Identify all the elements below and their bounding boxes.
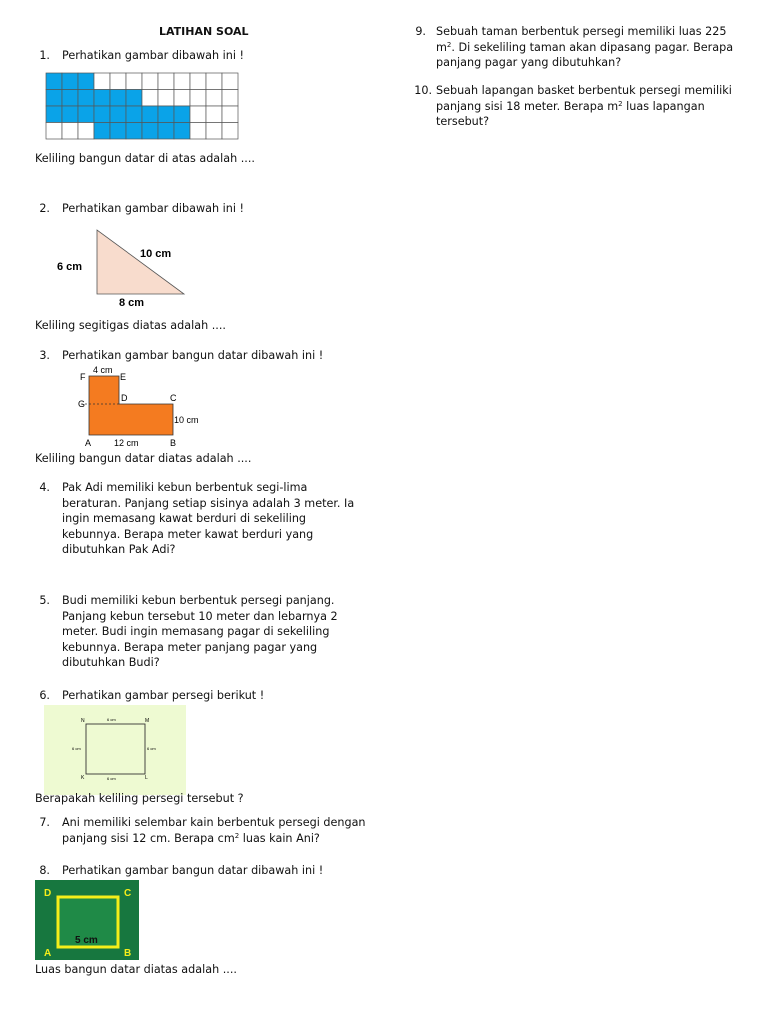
vertex-label-f: F	[80, 372, 86, 382]
grid-cell-filled	[126, 90, 142, 107]
grid-cell	[94, 73, 110, 90]
square-nmlk-figure	[44, 705, 186, 795]
vertex-label-m: M	[145, 718, 150, 724]
question-text: Perhatikan gambar bangun datar dibawah ini !	[62, 864, 324, 877]
grid-cell	[126, 73, 142, 90]
dimension-label-top: 4 cm	[93, 365, 113, 375]
grid-cell-filled	[78, 90, 94, 107]
vertex-label-d: D	[44, 888, 52, 899]
grid-cell	[158, 73, 174, 90]
question-text: Perhatikan gambar dibawah ini !	[62, 202, 244, 215]
grid-cell	[142, 73, 158, 90]
grid-cell	[190, 73, 206, 90]
question-number: 3.	[39, 349, 50, 362]
vertex-label-d: D	[121, 393, 128, 403]
grid-cell-filled	[46, 90, 62, 107]
l-shape-figure	[76, 363, 212, 451]
square-abcd-figure	[35, 880, 139, 960]
grid-cell-filled	[110, 106, 126, 123]
triangle-label-base: 8 cm	[119, 297, 145, 309]
grid-cell	[222, 123, 238, 140]
grid-cell	[206, 123, 222, 140]
vertex-label-k: K	[81, 775, 85, 781]
vertex-label-a: A	[44, 948, 52, 959]
dimension-label-bottom: 12 cm	[114, 438, 139, 448]
grid-cell	[222, 73, 238, 90]
vertex-label-a: A	[85, 438, 92, 448]
grid-cell-filled	[78, 73, 94, 90]
grid-cell-filled	[126, 123, 142, 140]
grid-cell-filled	[94, 106, 110, 123]
grid-cell-filled	[110, 123, 126, 140]
grid-cell-filled	[142, 106, 158, 123]
question-text: Budi memiliki kebun berbentuk persegi panjang. Panjang kebun tersebut 10 meter dan lebarnya 2 meter. Budi ingin memasang pagar di sekeliling kebunnya. Berapa meter panjang pagar yang dibutuhkan Budi?	[62, 594, 338, 670]
page-title: LATIHAN SOAL	[159, 25, 249, 38]
triangle-label-height: 6 cm	[57, 261, 83, 273]
vertex-label-e: E	[120, 372, 127, 382]
grid-cell-filled	[174, 106, 190, 123]
question-text: Sebuah lapangan basket berbentuk persegi memiliki panjang sisi 18 meter. Berapa $m^2$ luas lapangan tersebut?	[436, 84, 732, 129]
side-length-label: 5 cm	[75, 935, 98, 946]
grid-cell-filled	[174, 123, 190, 140]
grid-cell	[190, 90, 206, 107]
grid-cell	[142, 90, 158, 107]
question-number: 6.	[39, 689, 50, 702]
question-number: 4.	[39, 481, 50, 494]
vertex-label-g: G	[78, 399, 86, 409]
grid-cell	[190, 106, 206, 123]
grid-cell	[190, 123, 206, 140]
question-prompt: Keliling segitigas diatas adalah ....	[35, 319, 226, 332]
grid-cell-filled	[46, 73, 62, 90]
grid-cell	[206, 90, 222, 107]
question-number: 9.	[415, 25, 426, 38]
question-text: Sebuah taman berbentuk persegi memiliki luas 225 $m^2$. Di sekeliling taman akan dipasang pagar. Berapa panjang pagar yang dibutuhkan?	[436, 25, 734, 70]
grid-cell	[110, 73, 126, 90]
vertex-label-n: N	[81, 718, 85, 724]
question-number: 1.	[39, 49, 50, 62]
question-number: 8.	[39, 864, 50, 877]
grid-cell	[206, 106, 222, 123]
triangle-label-hypotenuse: 10 cm	[140, 248, 172, 260]
vertex-label-c: C	[124, 888, 132, 899]
grid-cell-filled	[94, 123, 110, 140]
vertex-label-l: L	[145, 775, 148, 781]
side-label-top: 6 cm	[107, 717, 116, 722]
grid-cell-filled	[94, 90, 110, 107]
grid-cell	[206, 73, 222, 90]
question-text: Perhatikan gambar dibawah ini !	[62, 49, 244, 62]
grid-cell-filled	[110, 90, 126, 107]
question-prompt: Keliling bangun datar di atas adalah ....	[35, 152, 255, 165]
question-number: 7.	[39, 816, 50, 829]
question-text: Perhatikan gambar bangun datar dibawah ini !	[62, 349, 324, 362]
vertex-label-b: B	[124, 948, 132, 959]
grid-cell-filled	[62, 73, 78, 90]
grid-cell-filled	[158, 123, 174, 140]
question-prompt: Keliling bangun datar diatas adalah ....	[35, 452, 252, 465]
grid-cell-filled	[62, 90, 78, 107]
question-number: 2.	[39, 202, 50, 215]
dimension-label-right: 10 cm	[174, 415, 199, 425]
l-shape	[89, 376, 173, 435]
grid-cell-filled	[62, 106, 78, 123]
question-prompt: Berapakah keliling persegi tersebut ?	[35, 792, 244, 805]
grid-cell-filled	[78, 106, 94, 123]
side-label-left: 6 cm	[72, 746, 81, 751]
grid-cell	[174, 90, 190, 107]
grid-cell	[62, 123, 78, 140]
grid-cell-filled	[158, 106, 174, 123]
grid-cell	[222, 106, 238, 123]
side-label-bottom: 6 cm	[107, 776, 116, 781]
right-triangle-figure	[55, 224, 195, 314]
grid-cell	[174, 73, 190, 90]
question-text: Perhatikan gambar persegi berikut !	[62, 689, 265, 702]
grid-cell	[158, 90, 174, 107]
grid-cell-filled	[126, 106, 142, 123]
vertex-label-b: B	[170, 438, 177, 448]
grid-cell	[46, 123, 62, 140]
question-number: 10.	[414, 84, 432, 97]
grid-cell	[222, 90, 238, 107]
vertex-label-c: C	[170, 393, 177, 403]
question-text: Ani memiliki selembar kain berbentuk persegi dengan panjang sisi 12 cm. Berapa $cm^2$ luas kain Ani?	[62, 816, 366, 845]
grid-cell-filled	[46, 106, 62, 123]
triangle-shape	[97, 230, 184, 294]
question-prompt: Luas bangun datar diatas adalah ....	[35, 963, 237, 976]
side-label-right: 6 cm	[147, 746, 156, 751]
grid-cell	[78, 123, 94, 140]
square-grid-figure	[45, 72, 239, 144]
question-number: 5.	[39, 594, 50, 607]
grid-cell-filled	[142, 123, 158, 140]
question-text: Pak Adi memiliki kebun berbentuk segi-lima beraturan. Panjang setiap sisinya adalah 3 meter. Ia ingin memasang kawat berduri di sekeliling kebunnya. Berapa meter kawat berduri yang dibutuhkan Pak Adi?	[62, 481, 355, 557]
